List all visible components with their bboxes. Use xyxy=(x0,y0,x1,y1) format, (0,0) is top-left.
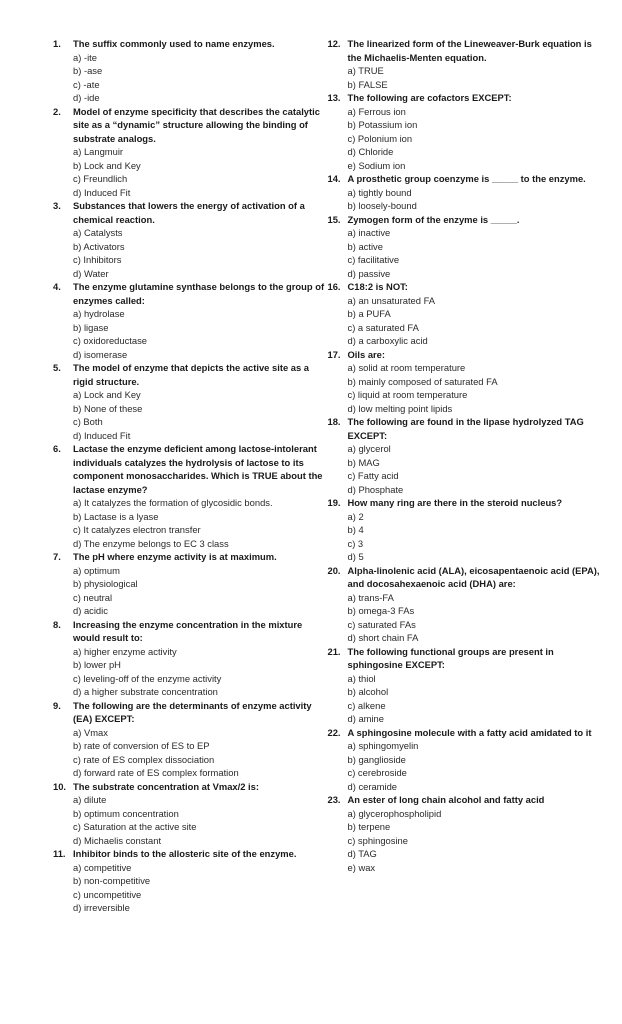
question-21 xyxy=(328,645,603,726)
question-stem xyxy=(53,550,328,564)
question-number: 19. xyxy=(327,497,341,508)
question-text: A sphingosine molecule with a fatty acid amidated to it xyxy=(347,726,592,738)
answer-option: c) facilitative xyxy=(347,254,400,265)
answer-option: b) omega-3 FAs xyxy=(347,605,415,616)
answer-option: b) mainly composed of saturated FA xyxy=(347,375,498,387)
question-stem xyxy=(53,618,328,645)
question-17 xyxy=(328,348,603,416)
answer-option: c) rate of ES complex dissociation xyxy=(73,753,215,765)
answer-option: b) optimum concentration xyxy=(73,807,179,819)
question-5 xyxy=(53,361,328,442)
question-text: The pH where enzyme activity is at maximum. xyxy=(73,551,277,562)
answer-option: c) neutral xyxy=(73,591,113,603)
answer-option: d) acidic xyxy=(73,605,108,616)
answer-option: d) a carboxylic acid xyxy=(347,335,428,346)
question-number: 15. xyxy=(327,213,341,225)
question-number: 7. xyxy=(53,551,61,562)
answer-option: a) glycerophospholipid xyxy=(347,807,442,819)
question-9 xyxy=(53,699,328,780)
question-2 xyxy=(53,105,328,200)
answer-option: c) uncompetitive xyxy=(73,888,142,900)
question-text: Oils are: xyxy=(347,348,386,360)
answer-option: a) solid at room temperature xyxy=(347,362,466,373)
answer-option: b) active xyxy=(347,240,383,252)
answer-option: d) 5 xyxy=(347,551,364,562)
question-text: Increasing the enzyme concentration in the mixture would result to: xyxy=(73,618,303,643)
question-text: Substances that lowers the energy of activation of a chemical reaction. xyxy=(73,200,305,225)
answer-option: a) sphingomyelin xyxy=(347,740,419,751)
question-number: 12. xyxy=(327,38,341,49)
answer-option: a) inactive xyxy=(347,227,391,238)
question-18 xyxy=(328,415,603,496)
question-stem xyxy=(53,847,328,861)
question-number: 22. xyxy=(327,726,341,738)
answer-option: b) MAG xyxy=(347,456,380,468)
question-text: Lactase the enzyme deficient among lactose-intolerant individuals catalyzes the hydrolysis of lactose to its component monosaccharides. Which is TRUE about the lactase enzyme? xyxy=(73,443,323,495)
answer-option: c) cerebroside xyxy=(347,767,407,778)
answer-option: d) -ide xyxy=(73,92,100,103)
answer-option: b) ligase xyxy=(73,321,109,333)
question-10 xyxy=(53,780,328,848)
question-20 xyxy=(328,564,603,645)
answer-option: b) terpene xyxy=(347,821,391,832)
answer-option: d) amine xyxy=(347,713,384,724)
question-stem xyxy=(328,172,603,186)
question-stem xyxy=(53,780,328,794)
question-stem xyxy=(328,415,603,442)
question-text: The following functional groups are present in sphingosine EXCEPT: xyxy=(347,645,554,670)
question-stem xyxy=(328,496,603,510)
answer-option: d) a higher substrate concentration xyxy=(73,686,218,697)
question-stem xyxy=(53,442,328,496)
question-number: 9. xyxy=(53,699,61,711)
answer-option: b) Lactase is a lyase xyxy=(73,510,159,522)
question-text: The following are found in the lipase hydrolyzed TAG EXCEPT: xyxy=(347,416,584,441)
question-22 xyxy=(328,726,603,794)
answer-option: c) -ate xyxy=(73,78,100,90)
answer-option: a) It catalyzes the formation of glycosidic bonds. xyxy=(73,497,273,508)
answer-option: b) a PUFA xyxy=(347,308,391,319)
answer-option: a) hydrolase xyxy=(73,308,125,319)
answer-option: d) Chloride xyxy=(347,146,394,157)
question-number: 20. xyxy=(327,564,341,576)
question-text: The following are the determinants of enzyme activity (EA) EXCEPT: xyxy=(73,699,312,724)
answer-option: a) optimum xyxy=(73,564,120,576)
answer-option: b) rate of conversion of ES to EP xyxy=(73,740,210,751)
question-text: The model of enzyme that depicts the active site as a rigid structure. xyxy=(73,362,310,387)
answer-option: b) alcohol xyxy=(347,686,389,697)
answer-option: a) an unsaturated FA xyxy=(347,294,436,306)
question-stem xyxy=(53,105,328,146)
answer-option: e) Sodium ion xyxy=(347,159,406,171)
answer-option: d) Induced Fit xyxy=(73,429,131,441)
answer-option: d) Michaelis constant xyxy=(73,834,162,846)
answer-option: b) ganglioside xyxy=(347,753,406,765)
question-number: 5. xyxy=(53,362,61,373)
answer-option: c) Both xyxy=(73,416,103,427)
question-number: 23. xyxy=(327,794,341,805)
question-stem xyxy=(328,37,603,64)
answer-option: a) dilute xyxy=(73,794,107,805)
answer-option: a) Lock and Key xyxy=(73,389,141,400)
question-text: The suffix commonly used to name enzymes. xyxy=(73,38,275,49)
answer-option: d) short chain FA xyxy=(347,632,419,643)
question-12 xyxy=(328,37,603,91)
question-text: An ester of long chain alcohol and fatty acid xyxy=(347,794,545,805)
answer-option: c) Saturation at the active site xyxy=(73,821,197,832)
question-number: 13. xyxy=(327,92,341,103)
answer-option: b) lower pH xyxy=(73,659,121,670)
question-text: The linearized form of the Lineweaver-Burk equation is the Michaelis-Menten equation. xyxy=(347,38,592,63)
question-text: Alpha-linolenic acid (ALA), eicosapentaenoic acid (EPA), and docosahexaenoic acid (DHA) are: xyxy=(347,564,600,589)
answer-option: b) non-competitive xyxy=(73,875,151,886)
question-number: 2. xyxy=(53,105,61,117)
answer-option: b) Activators xyxy=(73,240,125,252)
answer-option: d) Water xyxy=(73,267,109,279)
question-number: 8. xyxy=(53,618,61,630)
answer-option: d) The enzyme belongs to EC 3 class xyxy=(73,537,229,549)
question-stem xyxy=(328,348,603,362)
answer-option: d) Phosphate xyxy=(347,483,404,495)
question-number: 10. xyxy=(53,780,67,792)
question-stem xyxy=(328,213,603,227)
question-text: Inhibitor binds to the allosteric site of the enzyme. xyxy=(73,848,297,859)
left-column xyxy=(53,37,328,1024)
answer-option: d) ceramide xyxy=(347,780,397,792)
answer-option: d) Induced Fit xyxy=(73,186,131,198)
question-stem xyxy=(328,564,603,591)
answer-option: b) None of these xyxy=(73,402,143,414)
question-text: The enzyme glutamine synthase belongs to the group of enzymes called: xyxy=(73,281,325,306)
question-14 xyxy=(328,172,603,213)
answer-option: b) Lock and Key xyxy=(73,159,141,171)
question-text: A prosthetic group coenzyme is _____ to the enzyme. xyxy=(347,173,586,184)
question-15 xyxy=(328,213,603,281)
answer-option: a) trans-FA xyxy=(347,591,394,603)
answer-option: a) TRUE xyxy=(347,65,384,76)
question-stem xyxy=(328,726,603,740)
question-text: The following are cofactors EXCEPT: xyxy=(347,92,512,103)
question-number: 6. xyxy=(53,443,61,454)
question-stem xyxy=(53,37,328,51)
question-4 xyxy=(53,280,328,361)
answer-option: a) Ferrous ion xyxy=(347,105,406,117)
question-stem xyxy=(328,280,603,294)
question-stem xyxy=(328,645,603,672)
question-number: 4. xyxy=(53,281,61,292)
question-number: 21. xyxy=(327,645,341,657)
question-text: How many ring are there in the steroid nucleus? xyxy=(347,497,563,508)
answer-option: c) It catalyzes electron transfer xyxy=(73,524,201,535)
answer-option: c) Polonium ion xyxy=(347,132,413,144)
answer-option: c) a saturated FA xyxy=(347,321,419,333)
question-text: Zymogen form of the enzyme is _____. xyxy=(347,213,520,225)
answer-option: b) FALSE xyxy=(347,78,388,90)
answer-option: a) Catalysts xyxy=(73,227,123,238)
question-text: C18:2 is NOT: xyxy=(347,281,408,292)
answer-option: a) competitive xyxy=(73,861,132,873)
answer-option: b) physiological xyxy=(73,578,138,589)
answer-option: a) higher enzyme activity xyxy=(73,645,177,657)
question-stem xyxy=(328,91,603,105)
question-8 xyxy=(53,618,328,699)
answer-option: a) glycerol xyxy=(347,443,391,454)
question-23 xyxy=(328,793,603,874)
answer-option: c) leveling-off of the enzyme activity xyxy=(73,672,222,684)
question-number: 18. xyxy=(327,416,341,427)
answer-option: c) sphingosine xyxy=(347,834,408,846)
question-1 xyxy=(53,37,328,105)
question-6 xyxy=(53,442,328,550)
question-stem xyxy=(53,699,328,726)
answer-option: b) Potassium ion xyxy=(347,119,418,130)
question-stem xyxy=(53,280,328,307)
answer-option: c) Inhibitors xyxy=(73,254,122,265)
question-number: 17. xyxy=(327,348,341,360)
question-number: 1. xyxy=(53,38,61,49)
answer-option: e) wax xyxy=(347,861,376,873)
question-stem xyxy=(53,361,328,388)
answer-option: d) isomerase xyxy=(73,348,128,360)
answer-option: a) 2 xyxy=(347,510,364,522)
answer-option: c) oxidoreductase xyxy=(73,335,147,346)
answer-option: c) saturated FAs xyxy=(347,618,416,630)
question-stem xyxy=(328,793,603,807)
question-text: The substrate concentration at Vmax/2 is: xyxy=(73,780,259,792)
answer-option: d) forward rate of ES complex formation xyxy=(73,767,239,778)
answer-option: b) loosely-bound xyxy=(347,200,417,211)
answer-option: d) low melting point lipids xyxy=(347,402,453,414)
answer-option: a) thiol xyxy=(347,672,376,684)
question-number: 14. xyxy=(327,173,341,184)
question-text: Model of enzyme specificity that describes the catalytic site as a “dynamic” structure allowing the binding of substrate analogs. xyxy=(73,105,320,144)
question-3 xyxy=(53,199,328,280)
right-column xyxy=(328,37,603,1024)
answer-option: a) Langmuir xyxy=(73,146,124,157)
question-7 xyxy=(53,550,328,618)
question-number: 3. xyxy=(53,200,61,211)
question-16 xyxy=(328,280,603,348)
answer-option: c) liquid at room temperature xyxy=(347,389,468,400)
answer-option: c) Fatty acid xyxy=(347,470,399,481)
question-number: 11. xyxy=(53,848,66,859)
question-11 xyxy=(53,847,328,915)
answer-option: b) -ase xyxy=(73,65,103,76)
answer-option: d) irreversible xyxy=(73,902,130,913)
question-number: 16. xyxy=(327,281,341,292)
answer-option: c) alkene xyxy=(347,699,386,711)
question-13 xyxy=(328,91,603,172)
answer-option: a) Vmax xyxy=(73,726,108,738)
answer-option: c) 3 xyxy=(347,537,364,549)
answer-option: d) TAG xyxy=(347,848,377,859)
answer-option: a) tightly bound xyxy=(347,186,412,198)
answer-option: b) 4 xyxy=(347,524,364,535)
answer-option: a) -ite xyxy=(73,51,97,63)
question-19 xyxy=(328,496,603,564)
answer-option: c) Freundlich xyxy=(73,173,128,184)
answer-option: d) passive xyxy=(347,267,391,279)
question-stem xyxy=(53,199,328,226)
